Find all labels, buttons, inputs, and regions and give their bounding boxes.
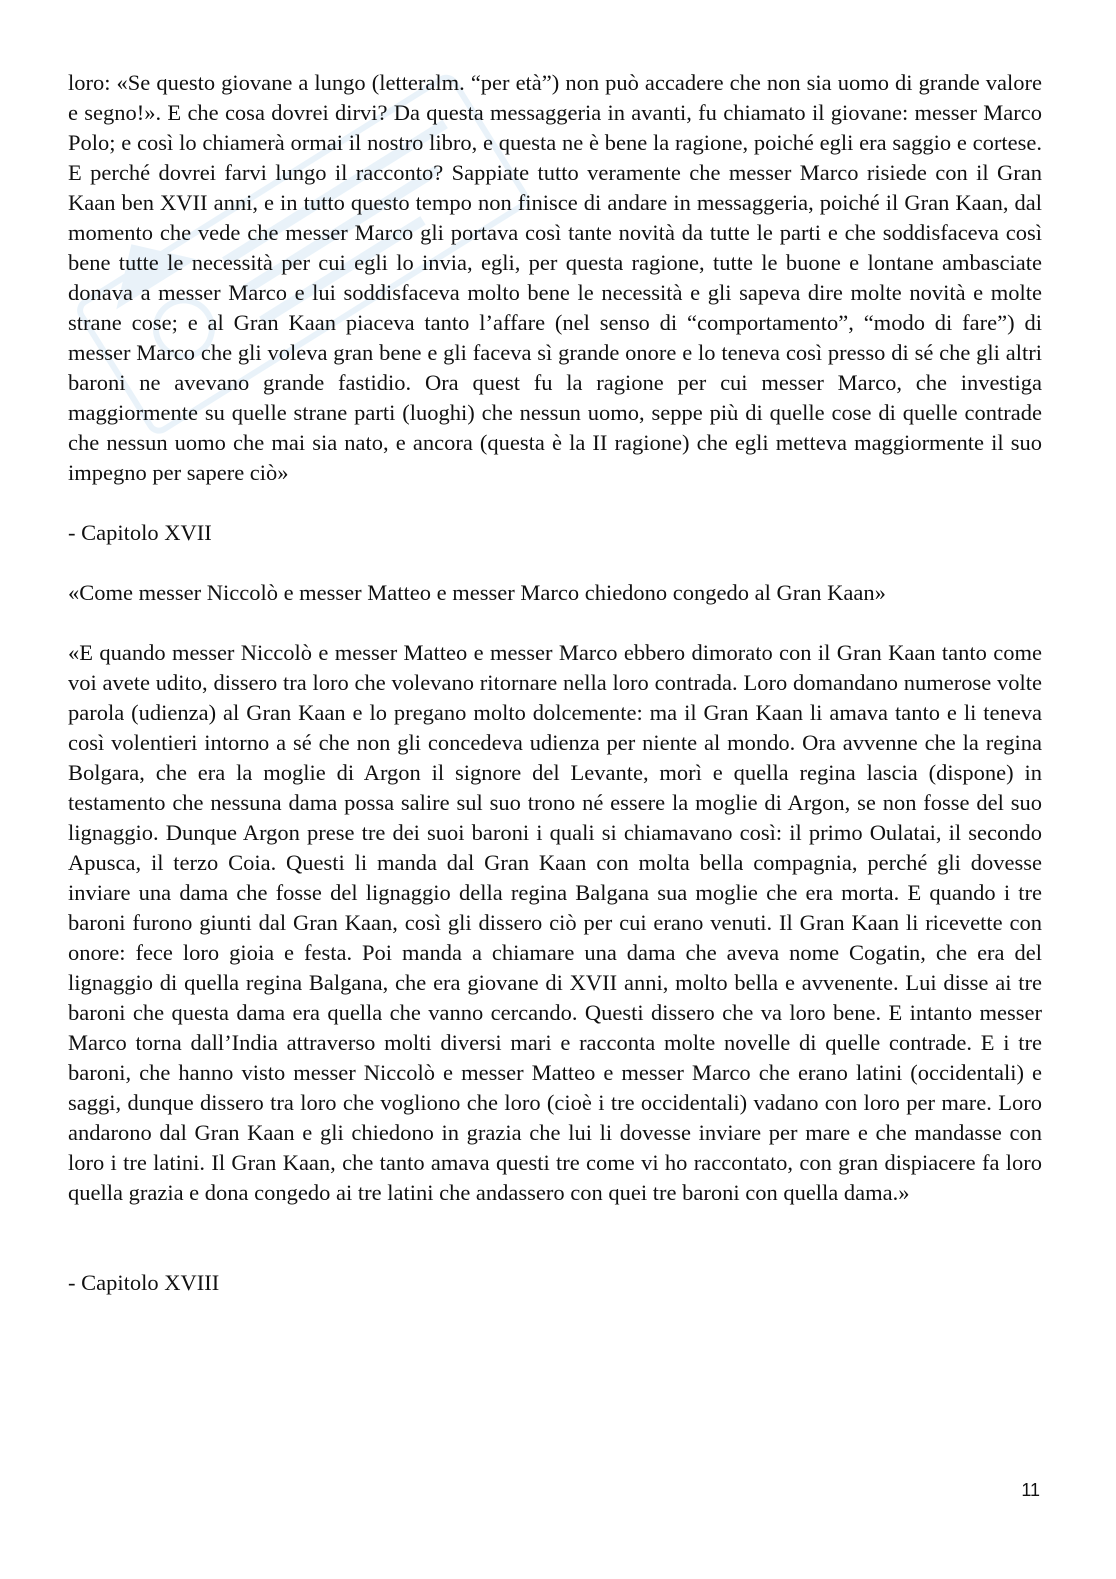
spacer	[68, 608, 1042, 638]
chapter-heading-18: - Capitolo XVIII	[68, 1270, 220, 1295]
page-number: 11	[1021, 1480, 1040, 1500]
document-body	[68, 68, 1042, 1298]
paragraph-intro: loro: «Se questo giovane a lungo (letteralm. “per età”) non può accadere che non sia uomo di grande valore e segno!». E che cosa dovrei dirvi? Da questa messaggeria in avanti, fu chiamato il giovane: messer Marco Polo; e così lo chiamerà ormai il nostro libro, e questa ne è bene la ragione, poiché egli era saggio e cortese. E perché dovrei farvi lungo il racconto? Sappiate tutto veramente che messer Marco risiede con il Gran Kaan ben XVII anni, e in tutto questo tempo non finisce di andare in messaggeria, poiché il Gran Kaan, dal momento che vede che messer Marco gli portava così tante novità da tutte le parti e che soddisfaceva così bene tutte le necessità per cui egli lo invia, egli, per questa ragione, tutte le buone e lontane ambasciate donava a messer Marco e lui soddisfaceva molto bene le necessità e gli sapeva dire molte novità e molte strane cose; e al Gran Kaan piaceva tanto l’affare (nel senso di “comportamento”, “modo di fare”) di messer Marco che gli voleva gran bene e gli faceva sì grande onore e lo teneva così presso di sé che gli altri baroni ne avevano grande fastidio. Ora quest fu la ragione per cui messer Marco, che investiga maggiormente su quelle strane parti (luoghi) che nessun uomo, seppe più di quelle cose di quelle contrade che nessun uomo che mai sia nato, e ancora (questa è la II ragione) che egli metteva maggiormente il suo impegno per sapere ciò»	[68, 70, 1042, 485]
chapter-title-17: «Come messer Niccolò e messer Matteo e messer Marco chiedono congedo al Gran Kaan»	[68, 580, 886, 605]
spacer	[68, 488, 1042, 518]
chapter-heading-17: - Capitolo XVII	[68, 520, 212, 545]
paragraph-chapter-17: «E quando messer Niccolò e messer Matteo e messer Marco ebbero dimorato con il Gran Kaan tanto come voi avete udito, dissero tra loro che volevano ritornare nella loro contrada. Loro domandano numerose volte parola (udienza) al Gran Kaan e lo pregano molto dolcemente: ma il Gran Kaan li amava tanto e li teneva così volentieri intorno a sé che non gli concedeva udienza per niente al mondo. Ora avvenne che la regina Bolgara, che era la moglie di Argon il signore del Levante, morì e quella regina lascia (dispone) in testamento che nessuna dama possa salire sul suo trono né essere la moglie di Argon, se non fosse del suo lignaggio. Dunque Argon prese tre dei suoi baroni i quali si chiamavano così: il primo Oulatai, il secondo Apusca, il terzo Coia. Questi li manda dal Gran Kaan con molta bella compagnia, perché gli dovesse inviare una dama che fosse del lignaggio della regina Balgana sua moglie che era morta. E quando i tre baroni furono giunti dal Gran Kaan, così gli dissero ciò per cui erano venuti. Il Gran Kaan li ricevette con onore: fece loro gioia e festa. Poi manda a chiamare una dama che aveva nome Cogatin, che era del lignaggio di quella regina Balgana, che era giovane di XVII anni, molto bella e avvenente. Lui disse ai tre baroni che questa dama era quella che vanno cercando. Questi dissero che va loro bene. E intanto messer Marco torna dall’India attraverso molti diversi mari e racconta molte novelle di quelle contrade. E i tre baroni, che hanno visto messer Niccolò e messer Matteo e messer Marco che erano latini (occidentali) e saggi, dunque dissero tra loro che vogliono che loro (cioè i tre occidentali) vadano con loro per mare. Loro andarono dal Gran Kaan e gli chiedono in grazia che lui li dovesse inviare per mare e che mandasse con loro i tre latini. Il Gran Kaan, che tanto amava questi tre come vi ho raccontato, con gran dispiacere fa loro quella grazia e dona congedo ai tre latini che andassero con quei tre baroni con quella dama.»	[68, 640, 1042, 1205]
spacer	[68, 1208, 1042, 1268]
spacer	[68, 548, 1042, 578]
